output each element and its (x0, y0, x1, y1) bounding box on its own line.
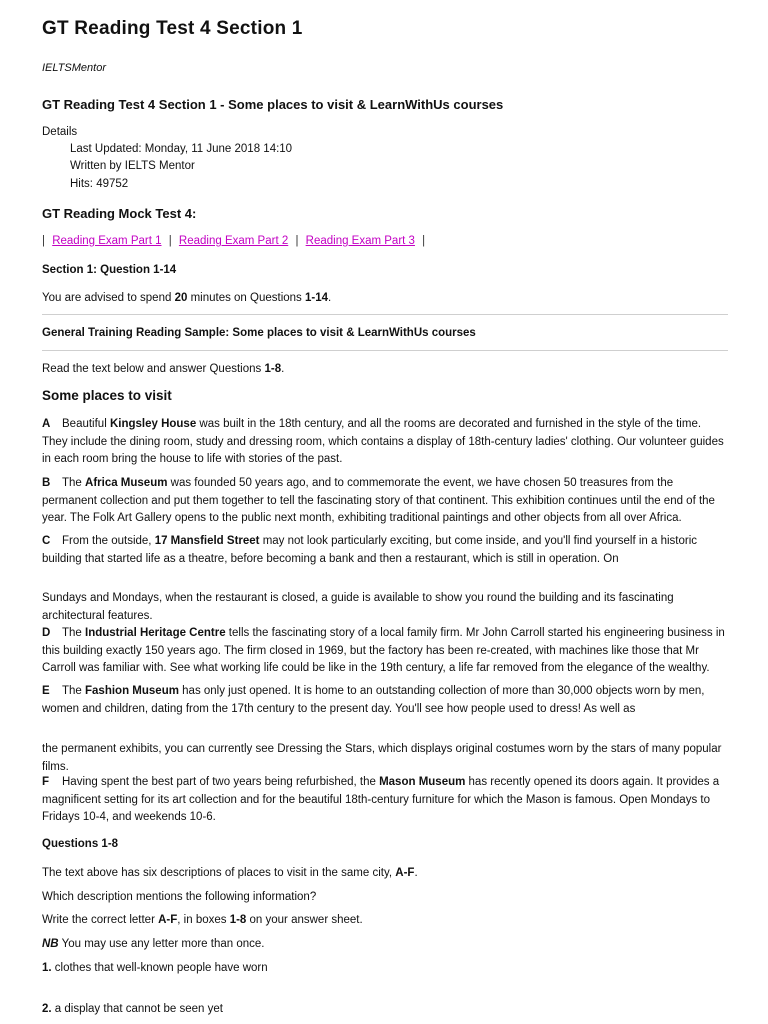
author-name: IELTSMentor (42, 62, 106, 74)
paragraph-a: A Beautiful Kingsley House was built in the 18th century, and all the rooms are decorated and furnished in the style of the time. They include the dining room, study and dressing room, which contains a display of 18th-century ladies' clothing. Our volunteer guides in each room bring the house to life with stories of the past. (42, 418, 724, 465)
places-subheading: Some places to visit (42, 388, 172, 403)
paragraph-d: D The Industrial Heritage Centre tells the fascinating story of a local family firm. Mr John Carroll started his engineering business in this building exactly 150 years ago. The firm closed in 1969, but the factory has been re-created, with machines like those that Mr Carroll was familiar with. See what working life could be like in the 19th century, a life far removed from the elegance of the wealthy. (42, 627, 725, 674)
paragraph-f: F Having spent the best part of two years being refurbished, the Mason Museum has recently opened its doors again. It provides a magnificent setting for its art collection and for the beautiful 18th-century furniture for which the Mason is famous. Open Mondays to Fridays 10-4, and weekends 10-6. (42, 776, 720, 823)
nb-note: NB You may use any letter more than once. (42, 938, 265, 950)
part-nav (42, 235, 429, 247)
paragraph-b: B The Africa Museum was founded 50 years ago, and to commemorate the event, we have chosen 50 treasures from the permanent collection and put them together to tell the fascinating story of that continent. This exhibition continues until the end of the year. The Folk Art Gallery opens to the public next month, exhibiting traditional paintings and other objects from all over Africa. (42, 477, 715, 524)
questions-intro: The text above has six descriptions of places to visit in the same city, A-F. (42, 867, 418, 879)
details-label: Details (42, 126, 78, 138)
mock-test-heading: GT Reading Mock Test 4: (42, 206, 197, 221)
article-heading: GT Reading Test 4 Section 1 - Some places to visit & LearnWithUs courses (42, 97, 504, 112)
paragraph-c: C From the outside, 17 Mansfield Street may not look particularly exciting, but come inside, and you'll find yourself in a historic building that started life as a theatre, before becoming a bank and then a restaurant, which is still in operation. On (42, 535, 698, 565)
divider (42, 350, 728, 351)
nav-separator: | (422, 235, 426, 247)
page-title: GT Reading Test 4 Section 1 (42, 18, 303, 39)
question-item: 1. clothes that well-known people have worn (42, 962, 268, 974)
answer-instruction: Write the correct letter A-F, in boxes 1-8 on your answer sheet. (42, 914, 363, 926)
written-by: Written by IELTS Mentor (70, 160, 195, 172)
paragraph-e: E The Fashion Museum has only just opened. It is home to an outstanding collection of more than 30,000 objects worn by men, women and children, dating from the 17th century to the present day. You'll see how people used to dress! As well as (42, 685, 705, 715)
last-updated: Last Updated: Monday, 11 June 2018 14:10 (70, 143, 293, 155)
time-advice: You are advised to spend 20 minutes on Questions 1-14. (42, 292, 332, 304)
nav-separator: | (42, 235, 45, 247)
nav-separator: | (168, 235, 172, 247)
question-item: 2. a display that cannot be seen yet (42, 1003, 223, 1015)
divider (42, 314, 728, 315)
questions-prompt: Which description mentions the following information? (42, 891, 317, 903)
questions-heading: Questions 1-8 (42, 838, 119, 850)
nav-link-part-1[interactable]: Reading Exam Part 1 (52, 235, 162, 247)
nav-link-part-3[interactable]: Reading Exam Part 3 (305, 235, 415, 247)
hits-count: Hits: 49752 (70, 178, 129, 190)
reading-instruction: Read the text below and answer Questions 1-8. (42, 363, 285, 375)
sample-heading: General Training Reading Sample: Some places to visit & LearnWithUs courses (42, 327, 476, 339)
paragraph-e-continued: the permanent exhibits, you can currently see Dressing the Stars, which displays original costumes worn by the stars of many popular films. (42, 743, 722, 773)
nav-link-part-2[interactable]: Reading Exam Part 2 (178, 235, 289, 247)
paragraph-c-continued: Sundays and Mondays, when the restaurant is closed, a guide is available to show you round the building and its fascinating architectural features. (42, 592, 674, 622)
nav-separator: | (295, 235, 299, 247)
section-heading: Section 1: Question 1-14 (42, 264, 177, 276)
